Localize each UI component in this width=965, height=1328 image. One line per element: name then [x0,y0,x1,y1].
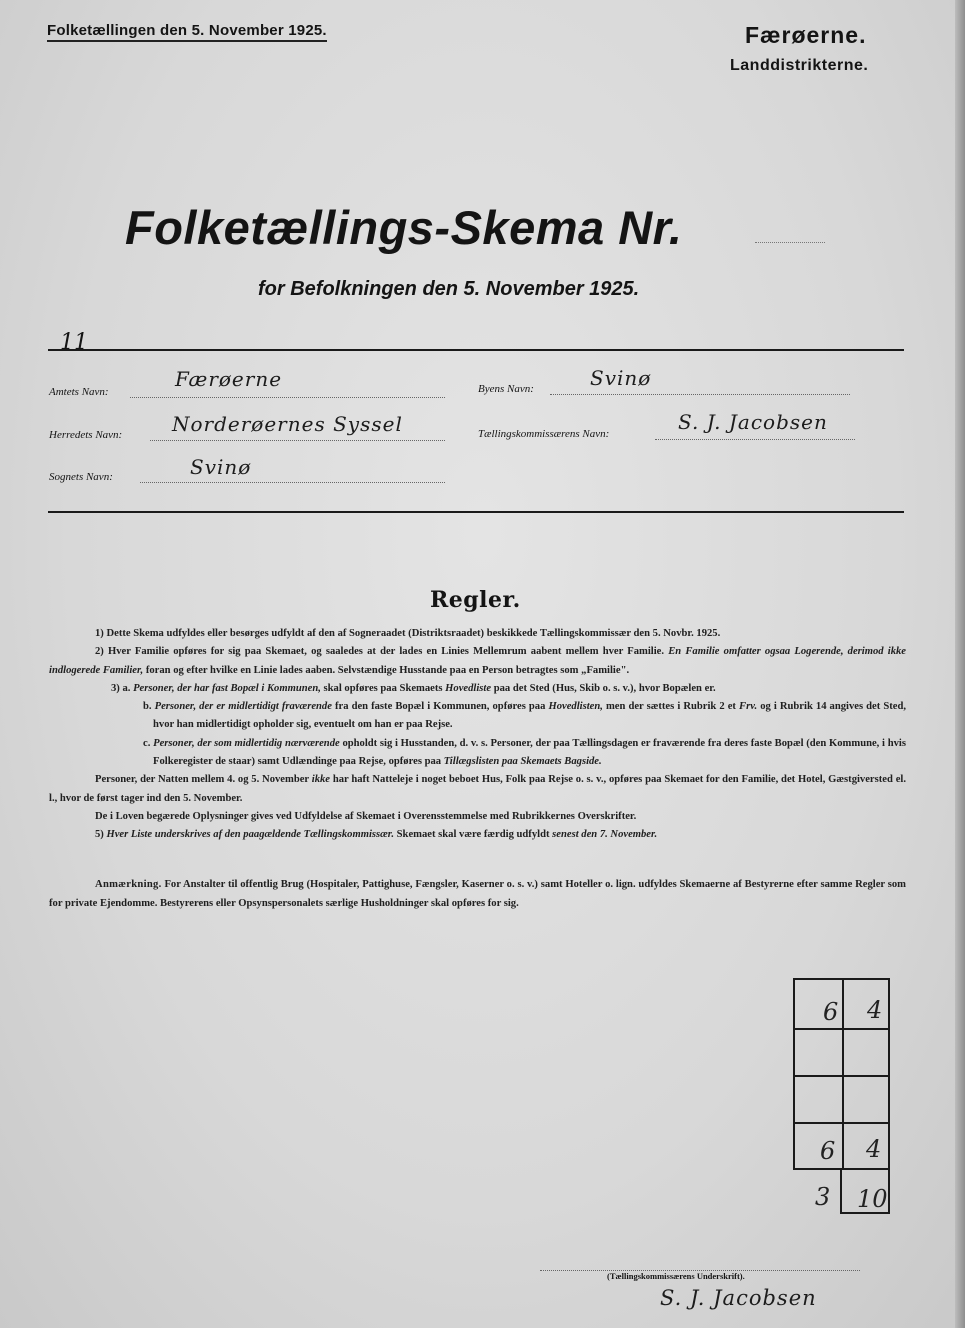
skema-number: 11 [60,330,88,355]
tally-total-right: 10 [857,1185,888,1213]
herred-label: Herredets Navn: [49,429,123,441]
rules-heading: Regler. [430,587,521,613]
form-subtitle: for Befolkningen den 5. November 1925. [258,278,640,300]
rule-1: 1) Dette Skema udfyldes eller besørges udfyldt af den af Sogneraadet (Distriktsraadet) beskikkede Tællingskommissær den 5. Novbr. 1925. [95,628,721,639]
amt-value: Færøerne [175,367,283,391]
sogn-value: Svinø [190,455,252,479]
herred-value: Norderøernes Syssel [172,412,403,436]
top-rule [48,349,904,351]
tally-divider [842,980,844,1168]
header-region: Færøerne. [745,22,867,48]
kommissaer-line [655,439,855,440]
fields-bottom-rule [48,511,904,513]
amt-line [130,397,445,398]
kommissaer-label: Tællingskommissærens Navn: [478,428,610,440]
sogn-label: Sognets Navn: [49,471,113,483]
tally-row-line [795,1075,888,1077]
tally-total-left: 3 [815,1183,831,1211]
tally-r1-left: 6 [823,998,839,1026]
rule-2: 2) Hver Familie opføres for sig paa Skemaet, og saaledes at der lades en Linies Mellemrum aabent mellem hver Familie. En Familie omfatter ogsaa Logerende, derimod ikke indlogerede Familier, foran og efter hvilke en Linie lades aaben. Selvstændige Husstande paa en Person betragtes som „Familie". [49,646,906,676]
form-title: Folketællings-Skema Nr. [125,201,683,254]
page-edge [955,0,965,1328]
tally-r1-right: 4 [867,996,883,1024]
rule-4: Personer, der Natten mellem 4. og 5. November ikke har haft Natteleje i noget beboet Hus, Folk paa Rejse o. s. v., opføres paa Skemaet for den Familie, det Hotel, Gæstgiversted el. l., hvor de først tager ind den 5. November. [49,774,906,804]
tally-r4-right: 4 [866,1135,882,1163]
header-district-type: Landdistrikterne. [730,57,869,74]
note-text: Anmærkning. For Anstalter til offentlig Brug (Hospitaler, Pattighuse, Fængsler, Kaserner o. s. v.) samt Hoteller o. lign. udfyldes Skemaerne af Bestyrerne efter samme Regler som for private Ejendomme. Bestyrerens eller Opsynspersonalets særlige Husholdninger skal opføres for sig. [49,879,906,909]
tally-row-line [795,1122,888,1124]
by-line [550,394,850,395]
sogn-line [140,482,445,483]
tally-row-line [795,1028,888,1030]
kommissaer-value: S. J. Jacobsen [678,410,828,434]
tally-r4-left: 6 [820,1137,836,1165]
header-census-date: Folketællingen den 5. November 1925. [47,22,327,42]
signature-label: (Tællingskommissærens Underskrift). [607,1271,745,1281]
signature-value: S. J. Jacobsen [660,1286,817,1310]
rule-5: De i Loven begærede Oplysninger gives ved Udfyldelse af Skemaet i Overensstemmelse med Rubrikkernes Overskrifter. [95,810,637,822]
herred-line [150,440,445,441]
rule-3c: c. Personer, der som midlertidig nærværende opholdt sig i Husstanden, d. v. s. Personer, der paa Tællingsdagen er fraværende fra deres faste Bopæl (den Kommune, i hvis Folkeregister de staar) samt Udlændinge paa Rejse, opføres paa Tillægslisten paa Skemaets Bagside. [143,737,906,768]
rule-3a: 3) a. Personer, der har fast Bopæl i Kommunen, skal opføres paa Skemaets Hovedliste paa det Sted (Hus, Skib o. s. v.), hvor Bopælen er. [111,682,716,694]
by-label: Byens Navn: [478,383,534,395]
rules-text [49,625,906,845]
note-label: Anmærkning. [95,879,162,890]
title-number-line [755,242,825,243]
rule-3b: b. Personer, der er midlertidigt fraværende fra den faste Bopæl i Kommunen, opføres paa Hovedlisten, men der sættes i Rubrik 2 et Frv. og i Rubrik 14 angives det Sted, hvor han midlertidigt opholder sig, eventuelt om han er paa Rejse. [143,701,906,731]
amt-label: Amtets Navn: [49,386,109,398]
by-value: Svinø [590,366,652,390]
rule-6: 5) Hver Liste underskrives af den paagældende Tællingskommissær. Skemaet skal være færdig udfyldt senest den 7. November. [95,829,658,841]
